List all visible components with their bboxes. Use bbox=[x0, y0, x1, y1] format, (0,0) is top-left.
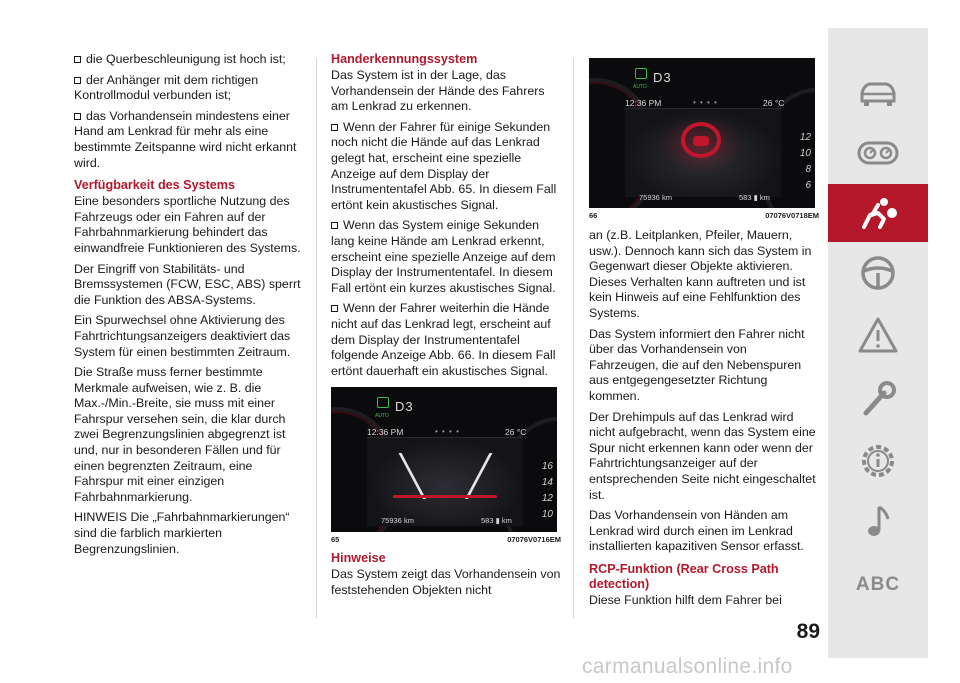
trip-distance: 583 ▮ km bbox=[739, 193, 770, 202]
chapter-safety[interactable] bbox=[828, 184, 928, 242]
paragraph: Die Straße muss ferner bestimmte Merkmale aufweisen, wie z. B. die Max.-/Min.-Breite, sie muss mit einer Fahrspur versehen sein, die klar durch zwei Begrenzungslinien abgegrenzt ist und, nur in besonderen Fällen und für einen begrenzten Zeitraum, eine Fahrspur mit einer einzigen Fahrbahnmarkierung. bbox=[74, 365, 286, 504]
chapter-sidebar bbox=[828, 28, 928, 658]
figure-66-dashboard bbox=[589, 58, 815, 208]
music-note-icon bbox=[856, 501, 900, 541]
column-right bbox=[589, 52, 819, 613]
airbag-person-icon bbox=[856, 193, 900, 233]
lane-assist-indicator-icon bbox=[635, 68, 647, 79]
bullet-item: Wenn der Fahrer weiterhin die Hände nicht auf das Lenkrad legt, erscheint auf dem Display der Instrumententafel folgende Anzeige Abb. 66. In diesem Fall ertönt dauerhaft ein akustisches Signal. bbox=[331, 301, 561, 379]
steering-wheel-icon bbox=[856, 253, 900, 293]
column-divider bbox=[573, 58, 574, 618]
heading-rcp: RCP-Funktion (Rear Cross Path detection) bbox=[589, 561, 779, 591]
gear-display: D3 bbox=[653, 70, 672, 85]
gauge-ticks: 16 14 12 10 bbox=[541, 461, 553, 521]
paragraph: Das System zeigt das Vorhandensein von feststehenden Objekten nicht bbox=[331, 567, 561, 597]
gear-info-icon bbox=[856, 441, 900, 481]
column-divider bbox=[316, 58, 317, 618]
column-middle bbox=[331, 52, 561, 603]
page-dots: • • • • bbox=[435, 427, 460, 437]
paragraph: Das Vorhandensein von Händen am Lenkrad wird durch einen im Lenkrad installierten kapazitiven Sensor erfasst. bbox=[589, 508, 804, 554]
wrench-icon bbox=[856, 379, 900, 419]
paragraph: Das System ist in der Lage, das Vorhandensein der Hände des Fahrers am Lenkrad zu erkennen. bbox=[331, 68, 545, 114]
fuel-icon: ▮ bbox=[753, 193, 758, 202]
temperature: 26 °C bbox=[763, 98, 785, 108]
auto-label: AUTO bbox=[375, 413, 389, 420]
abc-index-label: ABC bbox=[855, 574, 901, 595]
bullet-item: das Vorhandensein mindestens einer Hand am Lenkrad für mehr als eine bestimmte Zeitspanne wird nicht erkannt wird. bbox=[74, 109, 304, 171]
bullet-item: der Anhänger mit dem richtigen Kontrollmodul verbunden ist; bbox=[74, 73, 304, 104]
trip-distance: 583 ▮ km bbox=[481, 516, 512, 526]
clock: 12:36 PM bbox=[367, 427, 404, 438]
gauges-icon bbox=[856, 133, 900, 173]
paragraph: Der Drehimpuls auf das Lenkrad wird nicht aufgebracht, wenn das System eine Spur nicht erkennen kann oder wenn der Fahrtrichtungsanzeiger auf der entsprechenden Seite nicht eingeschaltet ist. bbox=[589, 409, 816, 502]
gauge-ticks: 12 10 8 6 bbox=[799, 132, 811, 191]
chapter-technical-data[interactable] bbox=[828, 432, 928, 490]
heading-availability: Verfügbarkeit des Systems bbox=[74, 178, 235, 193]
bullet-item: die Querbeschleunigung ist hoch ist; bbox=[74, 52, 304, 68]
gear-display: D3 bbox=[395, 399, 414, 415]
odometer: 75936 km bbox=[381, 516, 414, 526]
temperature: 26 °C bbox=[505, 427, 527, 438]
chapter-warnings[interactable] bbox=[828, 306, 928, 364]
figure-65-dashboard bbox=[331, 387, 557, 532]
chapter-multimedia[interactable] bbox=[828, 492, 928, 550]
chapter-index[interactable] bbox=[828, 556, 928, 614]
auto-label: AUTO bbox=[633, 84, 647, 90]
paragraph: Ein Spurwechsel ohne Aktivierung des Fahrtrichtungsanzeigers deaktiviert das System für einen bestimmten Zeitraum. bbox=[74, 313, 291, 359]
lane-warning-bar bbox=[393, 495, 497, 498]
bullet-item: Wenn der Fahrer für einige Sekunden noch nicht die Hände auf das Lenkrad gelegt hat, erscheint eine spezielle Anzeige auf dem Display der Instrumententafel Abb. 65. In diesem Fall ertönt kein akustisches Signal. bbox=[331, 120, 561, 214]
paragraph: an (z.B. Leitplanken, Pfeiler, Mauern, usw.). Dennoch kann sich das System in Gegenwart dieser Objekte aktivieren. Dieses Verhalten kann auftreten und ist kein Hinweis auf eine Fehlfunktion des Systems. bbox=[589, 228, 812, 320]
fuel-icon: ▮ bbox=[495, 516, 500, 526]
bullet-item: Wenn das System einige Sekunden lang keine Hände am Lenkrad erkennt, erscheint eine spezielle Anzeige auf dem Display der Instrumententafel. In diesem Fall ertönt ein kurzes akustisches Signal. bbox=[331, 218, 561, 296]
page-number: 89 bbox=[796, 620, 820, 643]
hands-on-wheel-warning-icon bbox=[681, 122, 721, 158]
chapter-car[interactable] bbox=[828, 66, 928, 124]
paragraph: Der Eingriff von Stabilitäts- und Bremssystemen (FCW, ESC, ABS) sperrt die Funktion des ABSA-Systems. bbox=[74, 261, 301, 307]
paragraph: Diese Funktion hilft dem Fahrer bei bbox=[589, 592, 782, 607]
column-left bbox=[74, 52, 304, 562]
note-paragraph: HINWEIS Die „Fahrbahnmarkierungen“ sind die farblich markierten Begrenzungslinien. bbox=[74, 510, 290, 556]
page-dots: • • • • bbox=[693, 98, 718, 107]
figure-caption: 66 07076V0718EM bbox=[589, 211, 819, 220]
warning-triangle-icon bbox=[856, 315, 900, 355]
chapter-driving[interactable] bbox=[828, 244, 928, 302]
watermark: carmanualsonline.info bbox=[582, 655, 793, 678]
lane-assist-indicator-icon bbox=[377, 397, 389, 408]
heading-hints: Hinweise bbox=[331, 551, 386, 566]
paragraph: Eine besonders sportliche Nutzung des Fahrzeugs oder ein Fahren auf der Fahrbahnmarkierung behindert das einwandfreie Funktionieren des Systems. bbox=[74, 194, 301, 255]
chapter-maintenance[interactable] bbox=[828, 370, 928, 428]
heading-hands-detection: Handerkennungssystem bbox=[331, 52, 478, 66]
odometer: 75936 km bbox=[639, 193, 672, 202]
clock: 12:36 PM bbox=[625, 98, 662, 108]
chapter-instruments[interactable] bbox=[828, 124, 928, 182]
figure-caption: 65 07076V0716EM bbox=[331, 535, 561, 545]
car-icon bbox=[856, 75, 900, 115]
paragraph: Das System informiert den Fahrer nicht über das Vorhandensein von Fahrzeugen, die auf den Nebenspuren aus entgegengesetzter Richtung kommen. bbox=[589, 326, 805, 403]
